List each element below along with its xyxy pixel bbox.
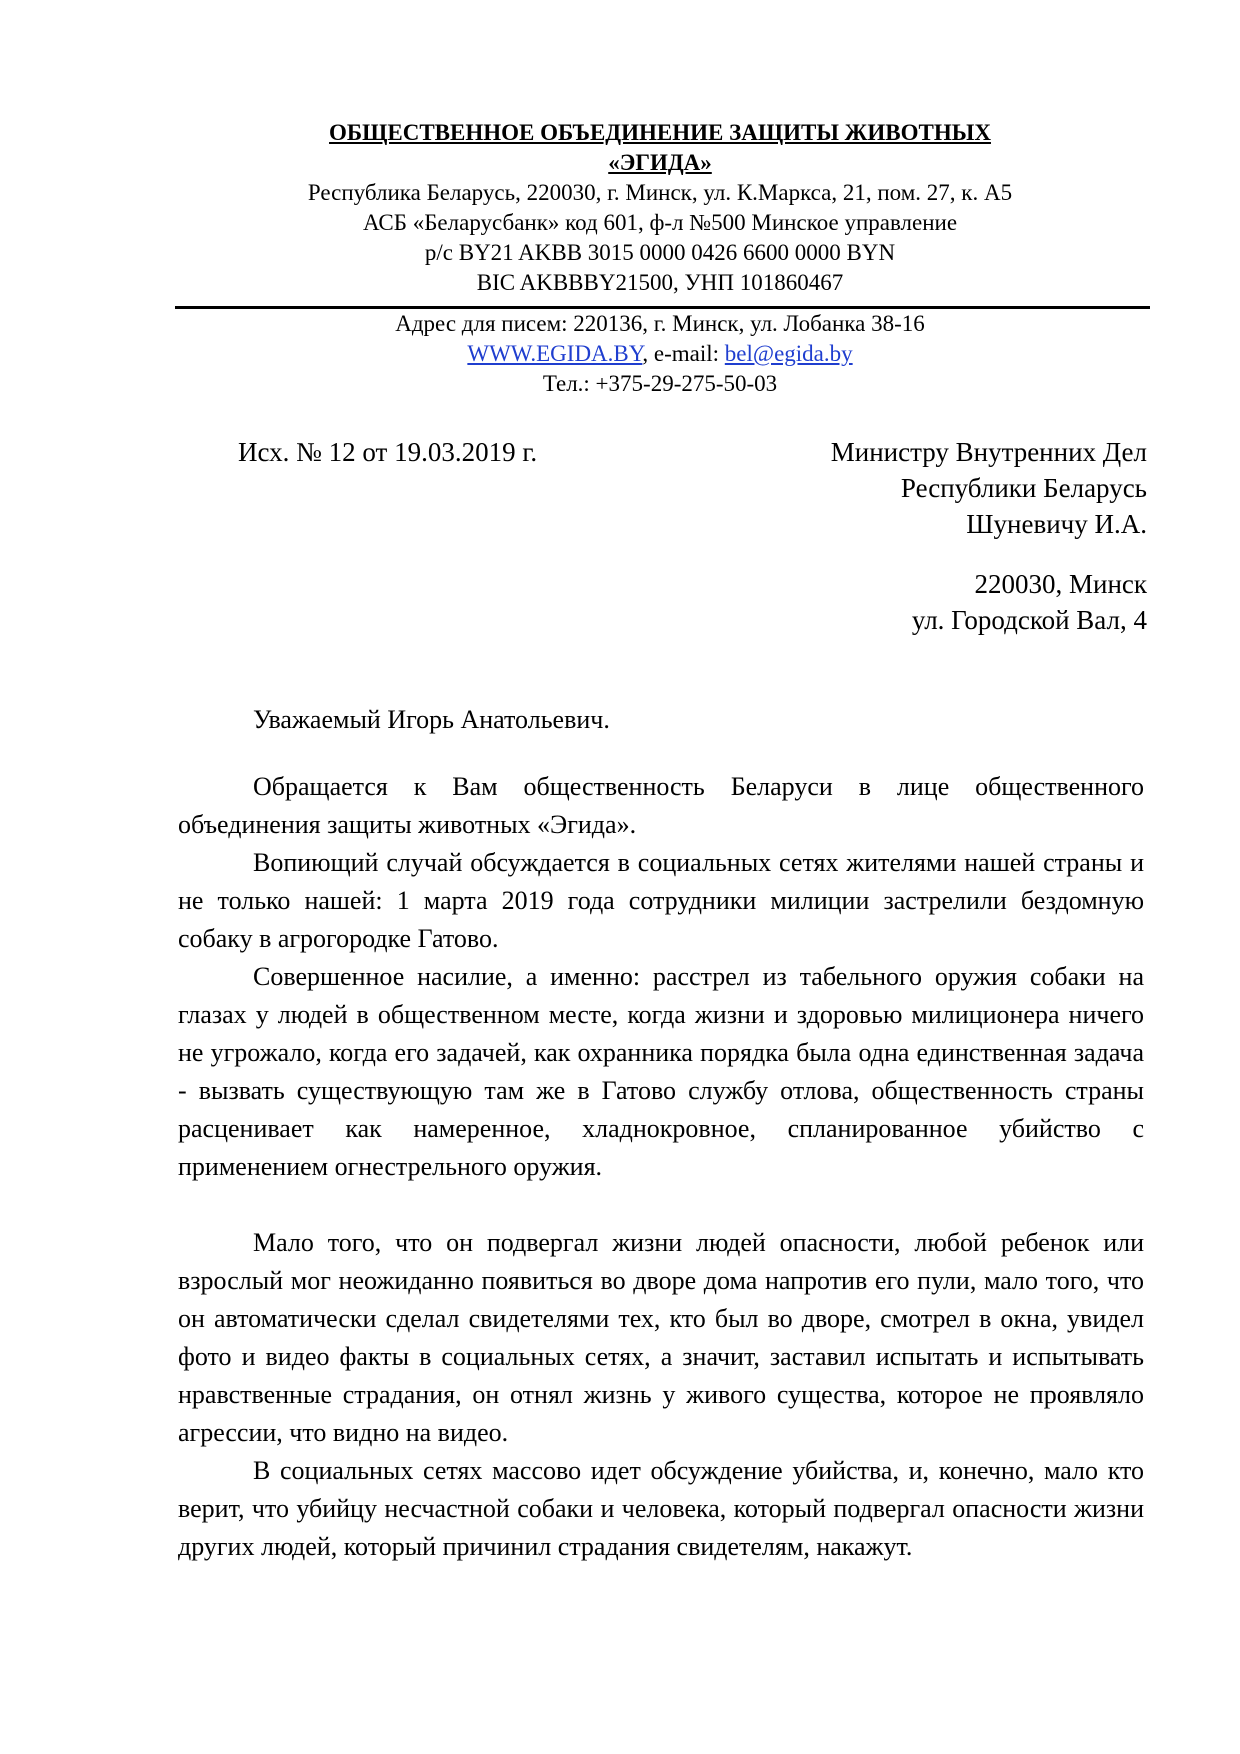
website-link[interactable]: WWW.EGIDA.BY	[467, 341, 643, 366]
web-contact-line	[175, 339, 1145, 369]
org-bank: АСБ «Беларусбанк» код 601, ф-л №500 Минское управление	[362, 210, 958, 235]
addressee-line2: Республики Беларусь	[900, 473, 1147, 503]
paragraph-3: Совершенное насилие, а именно: расстрел из табельного оружия собаки на глазах у людей в общественном месте, когда жизни и здоровью милиционера ничего не угрожало, когда его задачей, как охранника порядка была одна единственная задача - вызвать существующую там же в Гатово службу отлова, общественность страны расценивает как намеренное, хладнокровное, спланированное убийство с применением огнестрельного оружия.	[178, 962, 1144, 1181]
mail-address: Адрес для писем: 220136, г. Минск, ул. Лобанка 38-16	[395, 311, 925, 336]
org-address: Республика Беларусь, 220030, г. Минск, ул. К.Маркса, 21, пом. 27, к. А5	[307, 180, 1013, 205]
org-bic: BIC AKBBBY21500, УНП 101860467	[476, 270, 844, 295]
email-link[interactable]: bel@egida.by	[724, 341, 853, 366]
paragraph-2: Вопиющий случай обсуждается в социальных сетях жителями нашей страны и не только нашей: 1 марта 2019 года сотрудники милиции застрелили бездомную собаку в агрогородке Гатово.	[178, 848, 1144, 953]
org-name-line1: ОБЩЕСТВЕННОЕ ОБЪЕДИНЕНИЕ ЗАЩИТЫ ЖИВОТНЫХ	[329, 120, 991, 145]
org-account: р/с BY21 AKBB 3015 0000 0426 6600 0000 BYN	[424, 240, 896, 265]
addressee-line5: ул. Городской Вал, 4	[911, 605, 1147, 635]
paragraph-1: Обращается к Вам общественность Беларуси в лице общественного объединения защиты животных «Эгида».	[178, 772, 1144, 839]
paragraph-5: В социальных сетях массово идет обсуждение убийства, и, конечно, мало кто верит, что убийцу несчастной собаки и человека, который подвергал опасности жизни других людей, который причинил страдания свидетелям, накажут.	[178, 1456, 1144, 1561]
email-label: , e-mail:	[642, 341, 725, 366]
paragraph-4: Мало того, что он подвергал жизни людей опасности, любой ребенок или взрослый мог неожиданно появиться во дворе дома напротив его пули, мало того, что он автоматически сделал свидетелями тех, кто был во дворе, смотрел в окна, увидел фото и видео факты в социальных сетях, а значит, заставил испытать и испытывать нравственные страдания, он отнял жизнь у живого существа, которое не проявляло агрессии, что видно на видео.	[178, 1228, 1144, 1447]
greeting: Уважаемый Игорь Анатольевич.	[253, 705, 610, 734]
addressee-line1: Министру Внутренних Дел	[830, 437, 1147, 467]
outgoing-reference: Исх. № 12 от 19.03.2019 г.	[238, 437, 538, 467]
org-name-line2: «ЭГИДА»	[608, 150, 712, 175]
addressee-line4: 220030, Минск	[974, 569, 1147, 599]
phone: Тел.: +375-29-275-50-03	[542, 371, 778, 396]
addressee-line3: Шуневичу И.А.	[966, 509, 1147, 539]
